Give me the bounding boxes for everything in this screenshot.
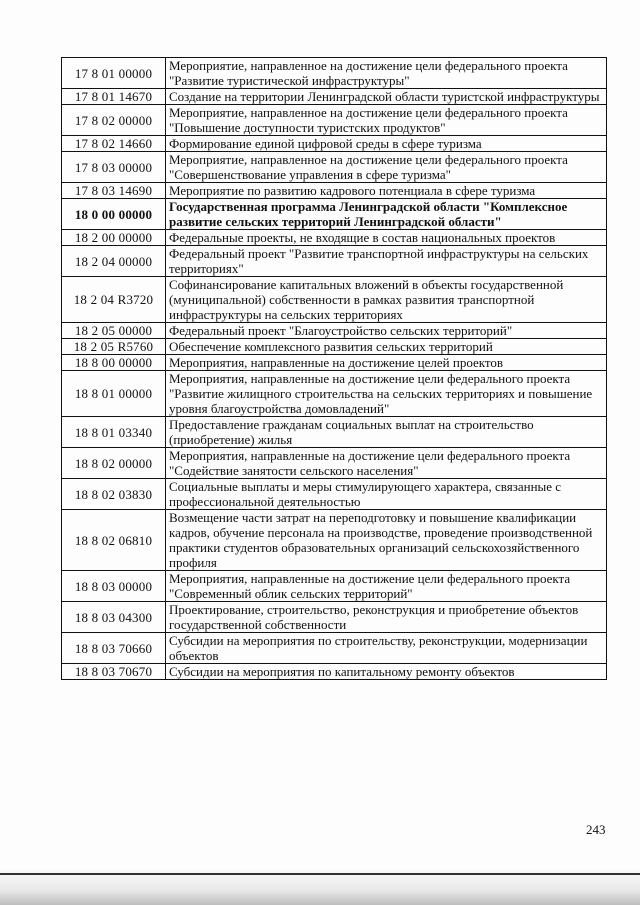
row-name: Возмещение части затрат на переподготовку и повышение квалификации кадров, обучение персонала на производстве, проведение производственной практики студентов образовательных организаций сельскохозяйственного профиля	[166, 510, 607, 571]
row-code: 17 8 02 14660	[62, 136, 166, 152]
table-row	[62, 89, 607, 105]
table-row	[62, 417, 607, 448]
row-name: Субсидии на мероприятия по строительству, реконструкции, модернизации объектов	[166, 633, 607, 664]
table-row	[62, 448, 607, 479]
row-code: 18 2 05 00000	[62, 323, 166, 339]
scan-edge-shadow	[0, 867, 640, 905]
row-code: 18 8 02 00000	[62, 448, 166, 479]
table-row	[62, 136, 607, 152]
row-code: 18 8 03 70670	[62, 664, 166, 680]
row-code: 18 2 00 00000	[62, 230, 166, 246]
row-name: Софинансирование капитальных вложений в объекты государственной (муниципальной) собственности в рамках развития транспортной инфраструктуры на сельских территориях	[166, 277, 607, 323]
table-row	[62, 199, 607, 230]
row-name: Федеральные проекты, не входящие в состав национальных проектов	[166, 230, 607, 246]
table-row	[62, 602, 607, 633]
row-code: 18 8 03 04300	[62, 602, 166, 633]
row-name: Мероприятие, направленное на достижение цели федерального проекта "Развитие туристической инфраструктуры"	[166, 58, 607, 89]
row-name: Обеспечение комплексного развития сельских территорий	[166, 339, 607, 355]
table-row	[62, 355, 607, 371]
row-code: 18 2 05 R5760	[62, 339, 166, 355]
row-code: 17 8 03 14690	[62, 183, 166, 199]
table-row	[62, 246, 607, 277]
row-name: Федеральный проект "Благоустройство сельских территорий"	[166, 323, 607, 339]
table-body	[62, 58, 607, 680]
budget-classification-table	[61, 57, 607, 680]
row-code: 18 2 04 00000	[62, 246, 166, 277]
row-code: 18 2 04 R3720	[62, 277, 166, 323]
row-name: Государственная программа Ленинградской области "Комплексное развитие сельских территорий Ленинградской области"	[166, 199, 607, 230]
row-code: 17 8 02 00000	[62, 105, 166, 136]
row-code: 18 8 01 00000	[62, 371, 166, 417]
page-number: 243	[586, 822, 606, 837]
table-row	[62, 664, 607, 680]
row-name: Мероприятия, направленные на достижение цели федерального проекта "Содействие занятости сельского населения"	[166, 448, 607, 479]
row-code: 18 8 02 03830	[62, 479, 166, 510]
table-row	[62, 339, 607, 355]
row-name: Мероприятия, направленные на достижение цели федерального проекта "Современный облик сельских территорий"	[166, 571, 607, 602]
row-name: Мероприятие, направленное на достижение цели федерального проекта "Повышение доступности туристских продуктов"	[166, 105, 607, 136]
table-row	[62, 479, 607, 510]
row-name: Мероприятие по развитию кадрового потенциала в сфере туризма	[166, 183, 607, 199]
row-code: 17 8 03 00000	[62, 152, 166, 183]
row-name: Формирование единой цифровой среды в сфере туризма	[166, 136, 607, 152]
table-row	[62, 183, 607, 199]
table-row	[62, 230, 607, 246]
row-code: 18 8 00 00000	[62, 355, 166, 371]
row-name: Мероприятия, направленные на достижение цели федерального проекта "Развитие жилищного строительства на сельских территориях и повышение уровня благоустройства домовладений"	[166, 371, 607, 417]
row-name: Предоставление гражданам социальных выплат на строительство (приобретение) жилья	[166, 417, 607, 448]
table-row	[62, 323, 607, 339]
row-code: 18 8 03 70660	[62, 633, 166, 664]
row-code: 17 8 01 00000	[62, 58, 166, 89]
row-code: 18 8 01 03340	[62, 417, 166, 448]
table-row	[62, 571, 607, 602]
row-code: 18 8 03 00000	[62, 571, 166, 602]
table-row	[62, 510, 607, 571]
row-name: Проектирование, строительство, реконструкция и приобретение объектов государственной собственности	[166, 602, 607, 633]
table-row	[62, 58, 607, 89]
table-row	[62, 105, 607, 136]
row-name: Федеральный проект "Развитие транспортной инфраструктуры на сельских территориях"	[166, 246, 607, 277]
row-code: 18 0 00 00000	[62, 199, 166, 230]
row-name: Создание на территории Ленинградской области туристской инфраструктуры	[166, 89, 607, 105]
table-row	[62, 152, 607, 183]
row-code: 18 8 02 06810	[62, 510, 166, 571]
row-name: Мероприятие, направленное на достижение цели федерального проекта "Совершенствование управления в сфере туризма"	[166, 152, 607, 183]
row-name: Субсидии на мероприятия по капитальному ремонту объектов	[166, 664, 607, 680]
table-row	[62, 371, 607, 417]
row-name: Социальные выплаты и меры стимулирующего характера, связанные с профессиональной деятельностью	[166, 479, 607, 510]
table-row	[62, 277, 607, 323]
row-name: Мероприятия, направленные на достижение целей проектов	[166, 355, 607, 371]
table-row	[62, 633, 607, 664]
row-code: 17 8 01 14670	[62, 89, 166, 105]
